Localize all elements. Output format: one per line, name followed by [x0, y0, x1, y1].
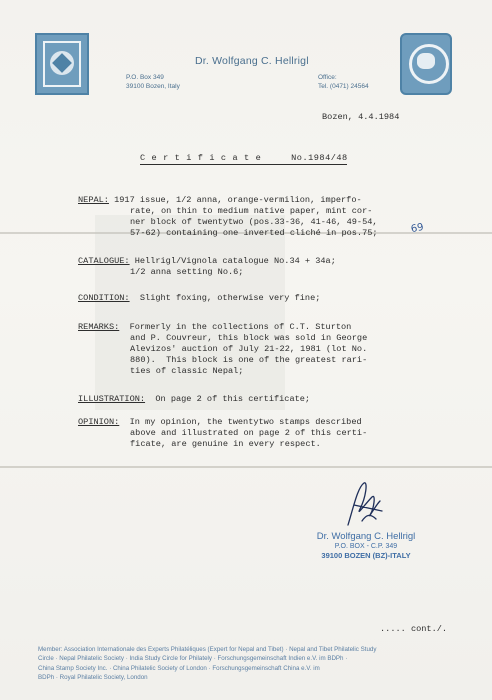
section-label: REMARKS:: [78, 322, 120, 332]
section-nepal-line: ner block of twentytwo (pos.33-36, 41-46, 49-54,: [130, 217, 378, 227]
section-remarks: [78, 322, 351, 333]
footer-line: Member: Association Internationale des Experts Philatéliques (Expert for Nepal and Tibet) · Nepal and Tibet Philatelic Study: [38, 646, 377, 653]
section-label: NEPAL:: [78, 195, 109, 205]
handwritten-note: 69: [409, 221, 425, 236]
section-text: Formerly in the collections of C.T. Sturton: [119, 322, 352, 332]
stamp-name: Dr. Wolfgang C. Hellrigl: [316, 531, 416, 542]
section-illustration: [78, 394, 310, 405]
section-remarks-line: 880). This block is one of the greatest rari-: [130, 355, 368, 365]
letterhead-office: [318, 73, 369, 91]
section-remarks-line: and P. Couvreur, this block was sold in George: [130, 333, 368, 343]
section-nepal-line: 57-62) containing one inverted cliché in pos.75;: [130, 228, 378, 238]
certificate-date: Bozen, 4.4.1984: [322, 112, 400, 122]
section-text: In my opinion, the twentytwo stamps described: [119, 417, 362, 427]
section-catalogue: [78, 256, 336, 267]
office-line: Office:: [318, 74, 337, 81]
handwritten-signature: [340, 475, 390, 535]
section-text: Hellrigl/Vignola catalogue No.34 + 34a;: [129, 256, 336, 266]
address-line: P.O. Box 349: [126, 74, 164, 81]
nepal-stamp-emblem-left: [35, 33, 89, 95]
office-line: Tel. (0471) 24564: [318, 83, 369, 90]
stamp-city: 39100 BOZEN (BZ)-ITALY: [321, 551, 411, 560]
section-remarks-line: Alevizos' auction of July 21-22, 1981 (lot No.: [130, 344, 368, 354]
letterhead-address: [126, 73, 180, 91]
section-opinion-line: ficate, are genuine in every respect.: [130, 439, 321, 449]
tibet-stamp-emblem-right: [400, 33, 452, 95]
footer-line: Circle · Nepal Philatelic Society · India Study Circle for Philately · Forschungsgemeinschaft Indien e.V. im BDPh ·: [38, 655, 348, 663]
section-opinion-line: above and illustrated on page 2 of this certi-: [130, 428, 368, 438]
faint-offset-shadow: [95, 215, 285, 410]
address-stamp: [296, 531, 436, 560]
continuation-mark: ..... cont./.: [380, 624, 448, 634]
membership-footer: [38, 645, 458, 683]
title-underline: [140, 164, 347, 165]
section-catalogue-line: 1/2 anna setting No.6;: [130, 267, 244, 277]
section-nepal: [78, 195, 362, 206]
certificate-number: No.1984/48: [291, 153, 348, 163]
section-condition: [78, 293, 320, 304]
section-nepal-line: rate, on thin to medium native paper, mint cor-: [130, 206, 373, 216]
stamp-box: P.O. BOX - C.P. 349: [334, 543, 398, 550]
paper-fold: [0, 466, 492, 468]
section-label: OPINION:: [78, 417, 120, 427]
certificate-title: Certificate: [140, 153, 268, 163]
certificate-title-line: [140, 153, 348, 163]
address-line: 39100 Bozen, Italy: [126, 83, 180, 90]
footer-line: BDPh · Royal Philatelic Society, London: [38, 674, 148, 682]
section-label: CONDITION:: [78, 293, 130, 303]
footer-line: China Stamp Society Inc. · China Philatelic Society of London · Forschungsgemeinschaft China e.V. im: [38, 664, 320, 672]
section-text: 1917 issue, 1/2 anna, orange-vermilion, imperfo-: [108, 195, 362, 205]
section-label: CATALOGUE:: [78, 256, 130, 266]
section-text: Slight foxing, otherwise very fine;: [129, 293, 321, 303]
section-remarks-line: ties of classic Nepal;: [130, 366, 244, 376]
section-opinion: [78, 417, 362, 428]
section-text: On page 2 of this certificate;: [145, 394, 311, 404]
letterhead-name: Dr. Wolfgang C. Hellrigl: [195, 55, 309, 67]
section-label: ILLUSTRATION:: [78, 394, 146, 404]
